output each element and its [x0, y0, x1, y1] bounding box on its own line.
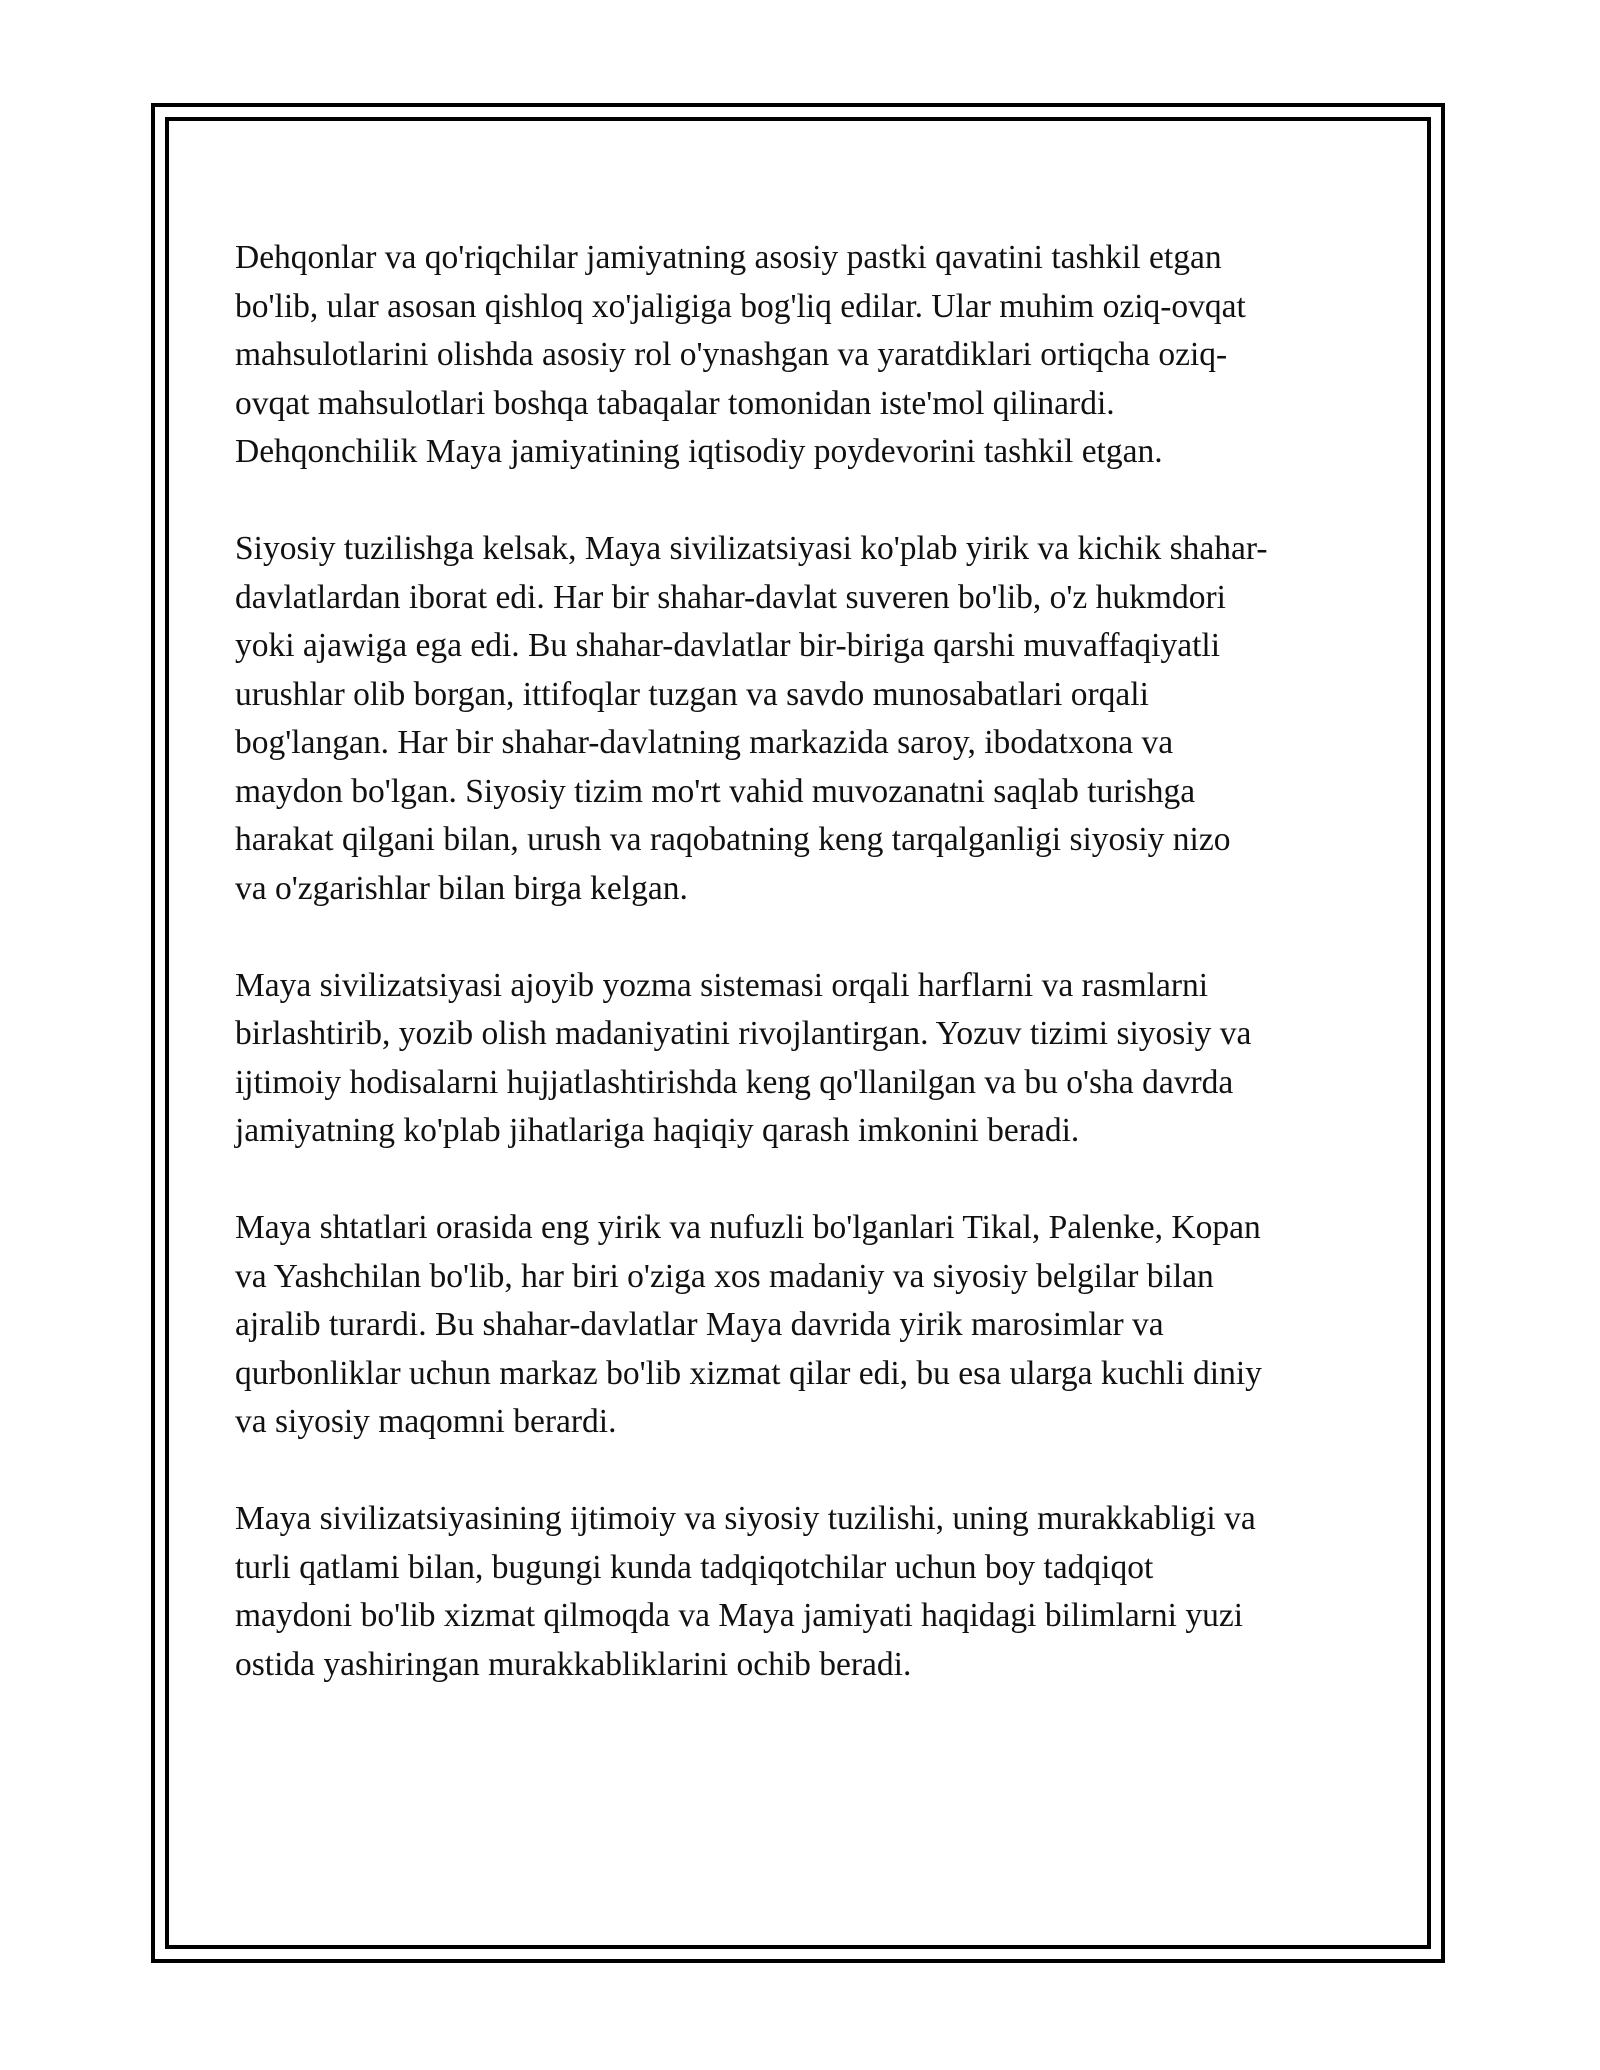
line: Maya sivilizatsiyasi ajoyib yozma sistemasi orqali harflarni va rasmlarni	[235, 966, 1209, 1004]
line: davlatlardan iborat edi. Har bir shahar-davlat suveren bo'lib, o'z hukmdori	[235, 578, 1226, 616]
line: Maya sivilizatsiyasining ijtimoiy va siyosiy tuzilishi, uning murakkabligi va	[235, 1500, 1256, 1537]
paragraph-3	[235, 962, 1380, 1156]
line: maydon bo'lgan. Siyosiy tizim mo'rt vahid muvozanatni saqlab turishga	[235, 772, 1196, 810]
line: mahsulotlarini olishda asosiy rol o'ynashgan va yaratdiklari ortiqcha oziq-	[235, 336, 1228, 373]
line: ovqat mahsulotlari boshqa tabaqalar tomonidan iste'mol qilinardi.	[235, 384, 1115, 422]
line: maydoni bo'lib xizmat qilmoqda va Maya jamiyati haqidagi bilimlarni yuzi	[235, 1597, 1244, 1634]
line: qurbonliklar uchun markaz bo'lib xizmat qilar edi, bu esa ularga kuchli diniy	[235, 1354, 1262, 1392]
line: va o'zgarishlar bilan birga kelgan.	[235, 869, 688, 907]
line: ajralib turardi. Bu shahar-davlatlar Maya davrida yirik marosimlar va	[235, 1306, 1164, 1343]
paragraph-2	[235, 525, 1380, 913]
line: harakat qilgani bilan, urush va raqobatning keng tarqalganligi siyosiy nizo	[235, 821, 1231, 858]
line: yoki ajawiga ega edi. Bu shahar-davlatlar bir-biriga qarshi muvaffaqiyatli	[235, 627, 1221, 664]
paragraph-1	[235, 234, 1380, 477]
line: Dehqonchilik Maya jamiyatining iqtisodiy poydevorini tashkil etgan.	[235, 433, 1163, 470]
line: birlashtirib, yozib olish madaniyatini rivojlantirgan. Yozuv tizimi siyosiy va	[235, 1015, 1252, 1052]
line: va siyosiy maqomni berardi.	[235, 1403, 617, 1440]
paragraph-4	[235, 1204, 1380, 1447]
line: va Yashchilan bo'lib, har biri o'ziga xos madaniy va siyosiy belgilar bilan	[235, 1257, 1214, 1295]
line: ostida yashiringan murakkabliklarini ochib beradi.	[235, 1645, 912, 1683]
line: Maya shtatlari orasida eng yirik va nufuzli bo'lganlari Tikal, Palenke, Kopan	[235, 1209, 1261, 1246]
line: Dehqonlar va qo'riqchilar jamiyatning asosiy pastki qavatini tashkil etgan	[235, 239, 1222, 276]
line: jamiyatning ko'plab jihatlariga haqiqiy qarash imkonini beradi.	[235, 1112, 1080, 1149]
paragraph-5	[235, 1495, 1380, 1689]
document-body	[235, 234, 1380, 1738]
line: ijtimoiy hodisalarni hujjatlashtirishda keng qo'llanilgan va bu o'sha davrda	[235, 1063, 1234, 1101]
line: Siyosiy tuzilishga kelsak, Maya sivilizatsiyasi ko'plab yirik va kichik shahar-	[235, 530, 1268, 567]
line: urushlar olib borgan, ittifoqlar tuzgan va savdo munosabatlari orqali	[235, 675, 1149, 713]
line: bog'langan. Har bir shahar-davlatning markazida saroy, ibodatxona va	[235, 724, 1174, 761]
line: turli qatlami bilan, bugungi kunda tadqiqotchilar uchun boy tadqiqot	[235, 1548, 1154, 1586]
line: bo'lib, ular asosan qishloq xo'jaligiga bog'liq edilar. Ular muhim oziq-ovqat	[235, 287, 1246, 325]
